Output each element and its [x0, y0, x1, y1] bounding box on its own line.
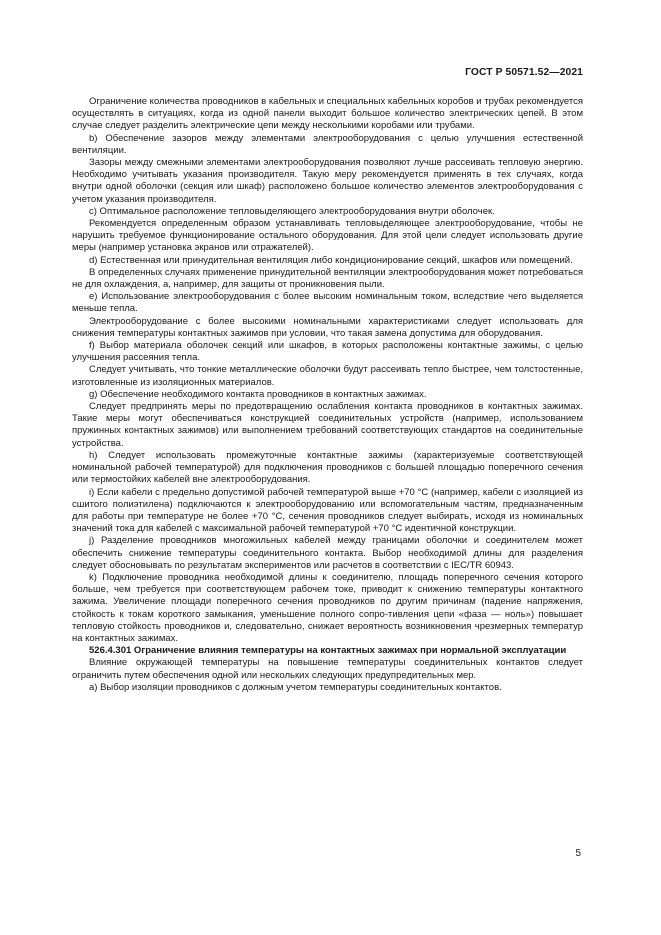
paragraph: Следует предпринять меры по предотвращению ослабления контакта проводников в контактных зажимах. Такие меры могут обеспечиваться конструкцией соединительных устройств (например, использованием пружинных контактных зажимов) или выполнением требований соответствующих стандартов на соединительные устройства.	[72, 401, 583, 449]
list-item-f: f) Выбор материала оболочек секций или шкафов, в которых расположены контактные зажимы, с целью улучшения рассеяния тепла.	[72, 340, 583, 364]
paragraph: Следует учитывать, что тонкие металлические оболочки будут рассеивать тепло быстрее, чем толстостенные, изготовленные из изоляционных материалов.	[72, 364, 583, 388]
list-item-j: j) Разделение проводников многожильных кабелей между границами оболочки и соединителем может обеспечить снижение температуры соединительного контакта. Выбор необходимой длины для разделения следует обосновывать по результатам экспериментов или расчетов в соответствии с IEC/TR 60943.	[72, 535, 583, 571]
page-number: 5	[575, 848, 581, 859]
document-code: ГОСТ Р 50571.52—2021	[465, 67, 583, 78]
paragraph: Электрооборудование с более высокими номинальными характеристиками следует использовать для снижения температуры контактных зажимов при условии, что такая замена допустима для оборудования.	[72, 315, 583, 339]
paragraph: Влияние окружающей температуры на повышение температуры соединительных контактов следует ограничить путем обеспечения одной или нескольких следующих предупредительных мер.	[72, 657, 583, 681]
list-item-b: b) Обеспечение зазоров между элементами электрооборудования с целью улучшения естественной вентиляции.	[72, 132, 583, 156]
list-item-i: i) Если кабели с предельно допустимой рабочей температурой выше +70 °С (например, кабели с изоляцией из сшитого полиэтилена) подключаются к электрооборудованию или вспомогательным частям, предназначенным для работы при температуре не более +70 °С, сечения проводников следует выбирать, исходя из номинальных значений тока для кабелей с максимальной рабочей температурой +70 °С идентичной конструкции.	[72, 486, 583, 535]
section-heading: 526.4.301 Ограничение влияния температуры на контактных зажимах при нормальной эксплуатации	[89, 645, 567, 657]
paragraph: Ограничение количества проводников в кабельных и специальных кабельных коробов и трубах рекомендуется осуществлять в ситуациях, когда из одной панели выходит большое количество электрических цепей. В этом случае следует разделить электрические цепи между несколькими коробами или трубами.	[72, 96, 583, 132]
paragraph: Зазоры между смежными элементами электрооборудования позволяют лучше рассеивать тепловую энергию. Необходимо учитывать указания производителя. Такую меру рекомендуется применять в тех случаях, когда внутри одной оболочки (секция или шкаф) расположено большое количество элементов электрооборудования с учетом указания производителя.	[72, 157, 583, 205]
list-item-c: c) Оптимальное расположение тепловыделяющего электрооборудования внутри оболочек.	[89, 205, 495, 217]
list-item-d: d) Естественная или принудительная вентиляция либо кондиционирование секций, шкафов или помещений.	[89, 254, 573, 266]
list-item-a: a) Выбор изоляции проводников с должным учетом температуры соединительных контактов.	[89, 681, 502, 693]
list-item-h: h) Следует использовать промежуточные контактные зажимы (характеризуемые соответствующей номинальной рабочей температурой) для подключения проводников с большей площадью поперечного сечения или термостойких кабелей вне электрооборудования.	[72, 449, 583, 486]
list-item-k: k) Подключение проводника необходимой длины к соединителю, площадь поперечного сечения которого больше, чем требуется при соответствующем рабочем токе, приводит к снижению температуры контактного зажима. Увеличение площади поперечного сечения проводников по другим причинам (падение напряжения, стойкость к токам короткого замыкания, уменьшение полного сопро-тивления цепи «фаза — ноль») повышает тепловую стойкость проводников и, следовательно, снижает вероятность возникновения чрезмерных температур на контактных зажимах.	[72, 571, 583, 644]
list-item-g: g) Обеспечение необходимого контакта проводников в контактных зажимах.	[89, 388, 427, 400]
document-body	[72, 96, 583, 694]
paragraph: Рекомендуется определенным образом устанавливать тепловыделяющее электрооборудование, чтобы не нарушить требуемое функционирование остального оборудования. Для этой цели следует использовать другие меры (например установка экранов или отражателей).	[72, 218, 583, 254]
paragraph: В определенных случаях применение принудительной вентиляции электрооборудования может потребоваться не для охлаждения, а, например, для защиты от проникновения пыли.	[72, 266, 583, 291]
list-item-e: e) Использование электрооборудования с более высоким номинальным током, вследствие чего выделяется меньше тепла.	[72, 291, 583, 315]
